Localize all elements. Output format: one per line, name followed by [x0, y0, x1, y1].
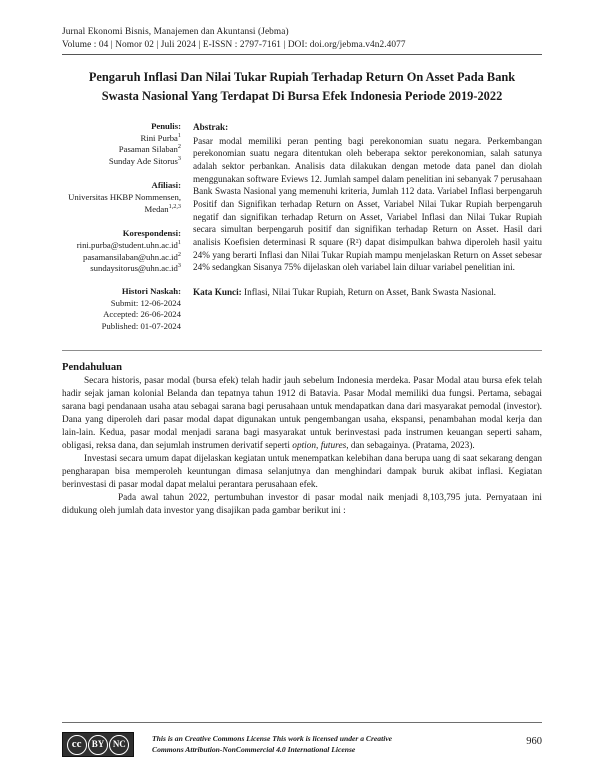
author-entry [62, 156, 181, 168]
creative-commons-badge-icon [62, 732, 134, 757]
spacer [62, 215, 181, 228]
affiliation-label: Afiliasi: [151, 180, 181, 191]
author-name: Sunday Ade Sitorus [108, 155, 178, 166]
email-address: pasamansilaban@uhn.ac.id [83, 251, 178, 262]
page-title: Pengaruh Inflasi Dan Nilai Tukar Rupiah Terhadap Return On Asset Pada Bank Swasta Nasional Yang Terdapat Di Bursa Efek Indonesia Periode 2019-2022 [88, 70, 516, 103]
email-address: sundaysitorus@uhn.ac.id [90, 263, 178, 274]
author-name: Pasaman Silaban [118, 144, 178, 155]
introduction-body [62, 375, 542, 518]
spacer [62, 275, 181, 286]
license-line-1: This is an Creative Commons License This work is licensed under a Creative [152, 734, 393, 743]
cc-icon: cc [67, 735, 87, 755]
manuscript-history-block [62, 286, 181, 333]
introduction-paragraph-3: Pada awal tahun 2022, pertumbuhan investor di pasar modal naik menjadi 8,103,795 juta. Pernyataan ini didukung oleh jumlah data investor yang disajikan pada gambar berikut ini : [62, 492, 542, 516]
section-divider [62, 350, 542, 351]
author-entry [62, 133, 181, 145]
email-marker: 3 [177, 262, 181, 270]
abstract-body [193, 135, 542, 275]
masthead-divider [62, 54, 542, 55]
email-marker: 2 [177, 250, 181, 258]
introduction-paragraph-1 [62, 375, 542, 453]
author-name: Rini Purba [140, 132, 178, 143]
history-published: Published: 01-07-2024 [101, 321, 181, 332]
license-text [134, 732, 516, 755]
footer-divider [62, 722, 542, 723]
abstract-paragraph: Pasar modal memiliki peran penting bagi perekonomian suatu negara. Perkembangan perekonomian suatu negara ditentukan oleh beberapa sektor perekonomian, salah satunya adalah sektor perbankan. Analisis data dilakukan dengan metode data panel dan diolah menggunakan software Eviews 12. Jumlah sampel dalam penelitian ini sebanyak 7 perusahaan Bank Swasta Nasional yang memenuhi kriteria, Jumlah 112 data. Variabel Inflasi berpengaruh Positif dan Signifikan terhadap Return on Asset, Variabel Nilai Tukar Rupiah berpengaruh negatif dan signifikan terhadap Return on Asset, Variabel Inflasi dan Nilai Tukar Rupiah secara simultan berpengaruh positif dan signifikan terhadap Return on Asset. Hasil dari analisis Koefisien determinasi R square (R²) dapat disimpulkan bahwa diperoleh hasil yaitu 24% yang berarti Inflasi dan Nilai Tukar Rupiah mampu menjelaskan Return on Asset sebesar 24% sedangkan Sisanya 75% dijelaskan oleh variabel lain diluar variabel penelitian ini. [193, 135, 542, 273]
journal-name: Jurnal Ekonomi Bisnis, Manajemen dan Akuntansi (Jebma) [62, 27, 289, 37]
author-entry [62, 144, 181, 156]
correspondence-email[interactable] [62, 252, 181, 264]
history-accepted: Accepted: 26-06-2024 [103, 309, 181, 320]
author-affiliation-marker: 3 [177, 154, 181, 162]
section-heading-introduction: Pendahuluan [62, 361, 123, 373]
correspondence-email[interactable] [62, 240, 181, 252]
correspondence-label: Korespondensi: [122, 228, 181, 239]
abstract-column [190, 121, 542, 333]
affiliation-marker: 1,2,3 [168, 202, 181, 210]
footer-row [62, 732, 542, 757]
author-metadata-column [62, 121, 190, 333]
affiliation-block [62, 180, 181, 215]
paragraph-italic-term: option, futures [292, 440, 347, 451]
issue-metadata: Volume : 04 | Nomor 02 | Juli 2024 | E-ISSN : 2797-7161 | DOI: doi.org/jebma.v4n2.4077 [62, 40, 406, 51]
paragraph-text-part: , dan sebagainya. (Pratama, 2023). [346, 440, 475, 451]
email-address: rini.purba@student.uhn.ac.id [76, 240, 178, 251]
history-label: Histori Naskah: [121, 286, 181, 297]
metadata-abstract-columns [62, 121, 542, 333]
introduction-paragraph-2: Investasi secara umum dapat dijelaskan kegiatan untuk menempatkan kelebihan dana berupa uang di saat sekarang dengan pengharapan bisa memperoleh keuntungan dimasa selanjutnya dan menghindari dampak buruk akibat inflasi. Kegiatan berinvestasi di pasar modal dapat melalui perantara perusahaan efek. [62, 453, 542, 490]
correspondence-block [62, 228, 181, 275]
keywords-value: Inflasi, Nilai Tukar Rupiah, Return on Asset, Bank Swasta Nasional. [244, 287, 496, 298]
affiliation-text: Universitas HKBP Nommensen, Medan [68, 192, 181, 214]
page-number: 960 [526, 736, 542, 747]
keywords-label: Kata Kunci: [193, 287, 242, 298]
history-submit: Submit: 12-06-2024 [110, 297, 181, 308]
keywords-block [193, 286, 542, 299]
affiliation-value [62, 192, 181, 215]
paragraph-text-part: Secara historis, pasar modal (bursa efek) telah hadir jauh sebelum Indonesia merdeka. Pasar Modal atau bursa efek telah hadir sejak jaman kolonial Belanda dan tepatnya tahun 1912 di Batavia. Pasar Modal memiliki dua fungsi. Pertama, sebagai sarana bagi pendanaan usaha atau sebagai sarana bagi perusahaan untuk mendapatkan dana dari masyarakat pemodal (investor). Dana yang diperoleh dari pasar modal dapat digunakan untuk pengembangan usaha, ekspansi, penambahan modal kerja dan lain-lain. Kedua, pasar modal menjadi sarana bagi masyarakat untuk berinvestasi pada instrumen keuangan seperti saham, obligasi, reksa dana, dan sejumlah instrumen derivatif seperti [62, 375, 542, 451]
correspondence-email[interactable] [62, 263, 181, 275]
license-line-2: Commons Attribution-NonCommercial 4.0 International License [152, 745, 356, 754]
abstract-heading: Abstrak: [193, 121, 229, 132]
author-affiliation-marker: 1 [177, 131, 181, 139]
page-footer [62, 722, 542, 757]
spacer [62, 167, 181, 180]
authors-block [62, 121, 181, 168]
author-affiliation-marker: 2 [177, 143, 181, 151]
authors-label: Penulis: [151, 120, 181, 131]
email-marker: 1 [177, 239, 181, 247]
cc-nc-icon: NC [109, 735, 129, 755]
cc-by-icon: BY [88, 735, 108, 755]
masthead [62, 26, 542, 52]
